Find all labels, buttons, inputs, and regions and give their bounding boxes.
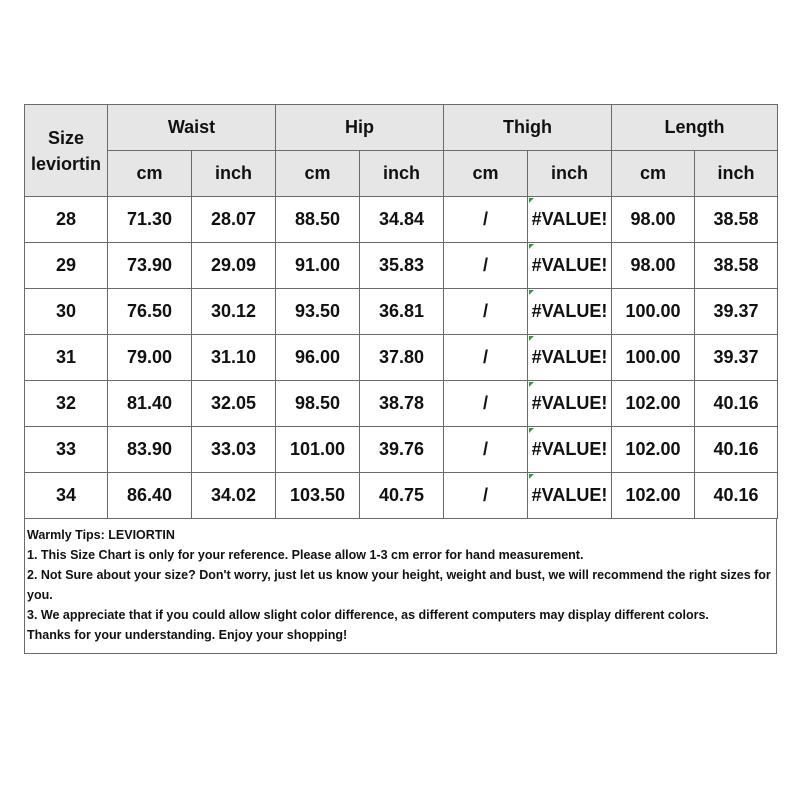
table-cell: #VALUE! <box>528 289 612 335</box>
table-cell: / <box>444 335 528 381</box>
table-cell: 40.16 <box>695 427 778 473</box>
table-cell: 98.50 <box>276 381 360 427</box>
table-cell: #VALUE! <box>528 381 612 427</box>
table-cell: 102.00 <box>612 381 695 427</box>
size-chart <box>24 104 777 654</box>
size-cell: 34 <box>25 473 108 519</box>
table-cell: 83.90 <box>108 427 192 473</box>
table-cell: 100.00 <box>612 289 695 335</box>
size-cell: 33 <box>25 427 108 473</box>
tips-box <box>24 519 777 654</box>
table-cell: 81.40 <box>108 381 192 427</box>
tips-line: 2. Not Sure about your size? Don't worry, just let us know your height, weight and bust, we will recommend the right sizes for you. <box>27 568 771 602</box>
table-cell: 86.40 <box>108 473 192 519</box>
table-cell: #VALUE! <box>528 473 612 519</box>
tips-line: 3. We appreciate that if you could allow slight color difference, as different computers may display different colors. <box>27 608 709 622</box>
size-header-line2: leviortin <box>30 153 101 174</box>
table-row <box>25 381 778 427</box>
table-cell: 38.78 <box>360 381 444 427</box>
header-row-groups <box>25 105 778 151</box>
table-cell: 76.50 <box>108 289 192 335</box>
table-cell: 39.37 <box>695 289 778 335</box>
table-cell: 71.30 <box>108 197 192 243</box>
table-cell: 38.58 <box>695 243 778 289</box>
table-cell: 29.09 <box>192 243 276 289</box>
table-cell: 93.50 <box>276 289 360 335</box>
table-cell: 38.58 <box>695 197 778 243</box>
table-cell: 34.84 <box>360 197 444 243</box>
table-cell: 96.00 <box>276 335 360 381</box>
table-cell: / <box>444 427 528 473</box>
table-cell: 30.12 <box>192 289 276 335</box>
table-cell: 73.90 <box>108 243 192 289</box>
table-cell: 37.80 <box>360 335 444 381</box>
table-cell: / <box>444 243 528 289</box>
table-cell: 91.00 <box>276 243 360 289</box>
table-cell: 102.00 <box>612 427 695 473</box>
unit-header: cm <box>276 151 360 197</box>
tips-line: Thanks for your understanding. Enjoy your shopping! <box>27 628 348 642</box>
size-cell: 29 <box>25 243 108 289</box>
table-cell: 101.00 <box>276 427 360 473</box>
table-row <box>25 289 778 335</box>
thigh-header: Thigh <box>444 105 612 151</box>
table-cell: 79.00 <box>108 335 192 381</box>
table-row <box>25 243 778 289</box>
unit-header: inch <box>695 151 778 197</box>
unit-header: inch <box>528 151 612 197</box>
table-cell: #VALUE! <box>528 197 612 243</box>
size-column-header <box>25 105 108 197</box>
table-cell: 28.07 <box>192 197 276 243</box>
size-cell: 28 <box>25 197 108 243</box>
table-cell: 98.00 <box>612 197 695 243</box>
size-header-line1: Size <box>47 127 85 148</box>
table-cell: 102.00 <box>612 473 695 519</box>
table-cell: 40.16 <box>695 381 778 427</box>
unit-header: cm <box>444 151 528 197</box>
table-cell: 39.76 <box>360 427 444 473</box>
table-row <box>25 473 778 519</box>
table-body <box>25 197 778 519</box>
table-cell: 100.00 <box>612 335 695 381</box>
table-row <box>25 335 778 381</box>
table-cell: 34.02 <box>192 473 276 519</box>
size-cell: 30 <box>25 289 108 335</box>
table-row <box>25 427 778 473</box>
waist-header: Waist <box>108 105 276 151</box>
table-cell: 98.00 <box>612 243 695 289</box>
tips-line: 1. This Size Chart is only for your reference. Please allow 1-3 cm error for hand measurement. <box>27 548 584 562</box>
unit-header: cm <box>108 151 192 197</box>
table-cell: / <box>444 381 528 427</box>
table-cell: 40.75 <box>360 473 444 519</box>
table-cell: #VALUE! <box>528 243 612 289</box>
table-cell: / <box>444 289 528 335</box>
table-cell: / <box>444 473 528 519</box>
table-cell: 33.03 <box>192 427 276 473</box>
table-cell: 35.83 <box>360 243 444 289</box>
unit-header: inch <box>192 151 276 197</box>
hip-header: Hip <box>276 105 444 151</box>
table-cell: #VALUE! <box>528 427 612 473</box>
table-cell: 31.10 <box>192 335 276 381</box>
length-header: Length <box>612 105 778 151</box>
size-table <box>24 104 778 519</box>
table-cell: 40.16 <box>695 473 778 519</box>
size-cell: 32 <box>25 381 108 427</box>
unit-header: cm <box>612 151 695 197</box>
unit-header: inch <box>360 151 444 197</box>
table-cell: 36.81 <box>360 289 444 335</box>
table-cell: 39.37 <box>695 335 778 381</box>
header-row-units <box>25 151 778 197</box>
table-cell: 88.50 <box>276 197 360 243</box>
table-cell: / <box>444 197 528 243</box>
size-cell: 31 <box>25 335 108 381</box>
table-cell: 103.50 <box>276 473 360 519</box>
table-cell: #VALUE! <box>528 335 612 381</box>
table-row <box>25 197 778 243</box>
tips-title: Warmly Tips: LEVIORTIN <box>27 528 175 542</box>
table-cell: 32.05 <box>192 381 276 427</box>
